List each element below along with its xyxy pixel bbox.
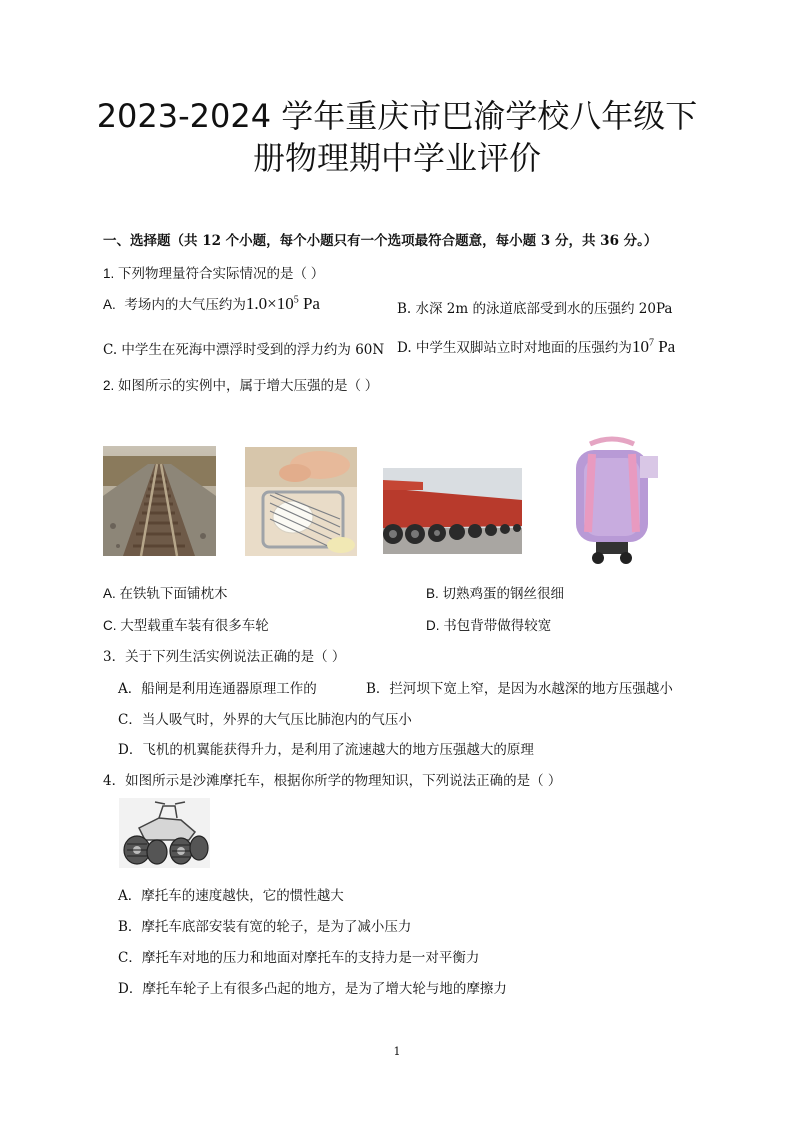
q1-stem: 1. 下列物理量符合实际情况的是（ ） <box>103 266 325 281</box>
atv-image <box>119 798 210 868</box>
q4-option-d: D．摩托车轮子上有很多凸起的地方，是为了增大轮与地的摩擦力 <box>118 981 507 997</box>
heavy-truck-image <box>383 468 522 554</box>
q3-option-a: A．船闸是利用连通器原理工作的 <box>118 681 317 697</box>
railway-track-image <box>103 446 216 556</box>
school-bag-image <box>560 436 668 566</box>
title-line-1: 2023-2024 学年重庆市巴渝学校八年级下 <box>96 97 698 135</box>
q4-option-c: C．摩托车对地的压力和地面对摩托车的支持力是一对平衡力 <box>118 950 480 966</box>
q2-option-a: A. 在铁轨下面铺枕木 <box>103 586 228 601</box>
q1-option-b: B. 水深 2m 的泳道底部受到水的压强约 20Pa <box>397 301 673 317</box>
q4-option-b: B．摩托车底部安装有宽的轮子，是为了减小压力 <box>118 919 412 935</box>
q1-option-c: C. 中学生在死海中漂浮时受到的浮力约为 60N <box>103 342 385 358</box>
q3-option-d: D．飞机的机翼能获得升力，是利用了流速越大的地方压强越大的原理 <box>118 742 534 758</box>
q3-option-b: B．拦河坝下宽上窄，是因为水越深的地方压强越小 <box>366 681 673 697</box>
q1-option-d: D. 中学生双脚站立时对地面的压强约为$10^7$ Pa <box>397 337 676 356</box>
q4-option-a: A．摩托车的速度越快，它的惯性越大 <box>118 888 344 904</box>
q2-option-b: B. 切熟鸡蛋的钢丝很细 <box>426 586 565 601</box>
page-number: 1 <box>393 1045 401 1058</box>
q4-stem: 4．如图所示是沙滩摩托车，根据你所学的物理知识，下列说法正确的是（ ） <box>103 773 562 789</box>
q2-stem: 2. 如图所示的实例中，属于增大压强的是（ ） <box>103 378 379 393</box>
section-heading: 一、选择题（共 12 个小题，每个小题只有一个选项最符合题意，每小题 3 分，共 36 分。） <box>103 233 658 249</box>
egg-slicer-image <box>245 447 357 556</box>
q3-stem: 3．关于下列生活实例说法正确的是（ ） <box>103 649 346 665</box>
q2-option-d: D. 书包背带做得较宽 <box>426 618 552 633</box>
q3-option-c: C．当人吸气时，外界的大气压比肺泡内的气压小 <box>118 712 412 728</box>
q2-option-c: C. 大型载重车装有很多车轮 <box>103 618 269 633</box>
q1-option-a: A. 考场内的大气压约为$1.0\times 10^5$ Pa <box>103 294 320 313</box>
title-line-2: 册物理期中学业评价 <box>252 139 541 177</box>
